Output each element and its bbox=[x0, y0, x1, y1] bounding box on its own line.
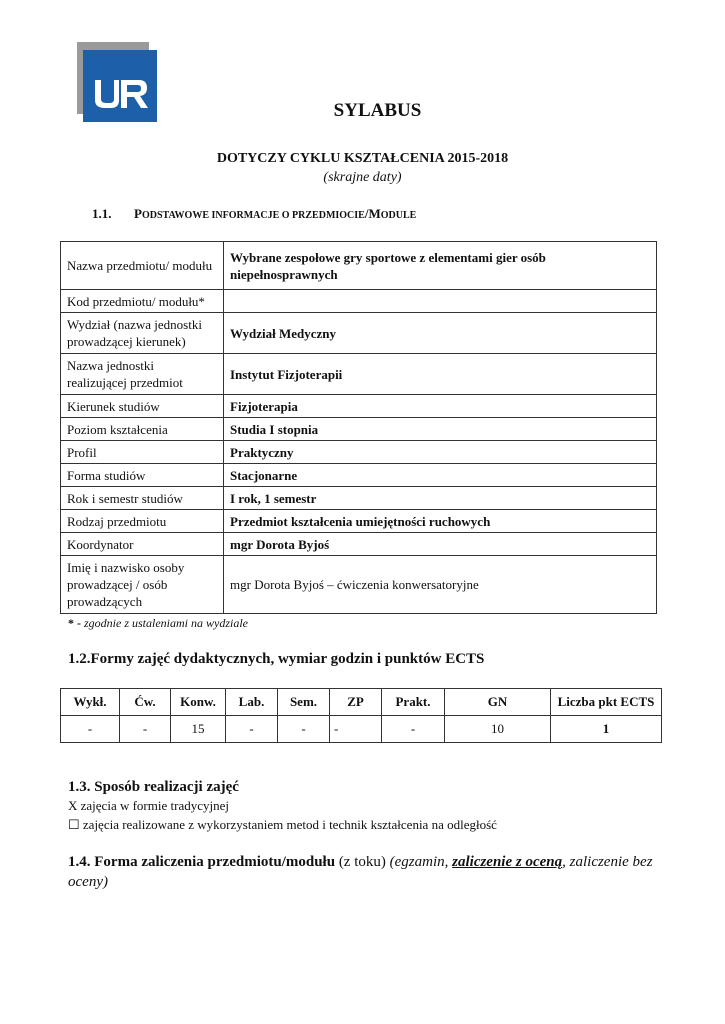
row-value: Przedmiot kształcenia umiejętności ruchowych bbox=[224, 510, 657, 533]
section-1-1-heading bbox=[92, 206, 416, 222]
row-label: Wydział (nazwa jednostki prowadzącej kierunek) bbox=[61, 313, 224, 354]
table-row bbox=[61, 716, 662, 743]
row-value: Wybrane zespołowe gry sportowe z elementami gier osób niepełnosprawnych bbox=[224, 242, 657, 290]
heading-slash: / bbox=[364, 206, 369, 221]
cycle-heading: DOTYCZY CYKLU KSZTAŁCENIA 2015-2018 bbox=[216, 151, 509, 166]
section-1-2-heading: 1.2.Formy zajęć dydaktycznych, wymiar godzin i punktów ECTS bbox=[68, 651, 485, 667]
row-value: Wydział Medyczny bbox=[224, 313, 657, 354]
value-cell: - bbox=[330, 716, 382, 743]
row-label: Imię i nazwisko osoby prowadzącej / osób prowadzących bbox=[61, 556, 224, 614]
section-1-4-heading bbox=[68, 852, 658, 892]
row-label: Koordynator bbox=[61, 533, 224, 556]
footnote bbox=[68, 616, 248, 631]
table-row bbox=[61, 556, 657, 614]
row-label: Nazwa przedmiotu/ modułu bbox=[61, 242, 224, 290]
section-1-3-heading: 1.3. Sposób realizacji zajęć bbox=[68, 779, 239, 795]
row-value: Praktyczny bbox=[224, 441, 657, 464]
header-cell: GN bbox=[445, 689, 551, 716]
header-cell: Liczba pkt ECTS bbox=[551, 689, 662, 716]
row-label: Profil bbox=[61, 441, 224, 464]
row-label: Kierunek studiów bbox=[61, 395, 224, 418]
header-cell: Lab. bbox=[226, 689, 278, 716]
header-cell: Wykł. bbox=[61, 689, 120, 716]
footnote-text: zgodnie z ustaleniami na wydziale bbox=[81, 616, 248, 630]
value-cell: - bbox=[120, 716, 171, 743]
heading-letter: M bbox=[368, 206, 381, 221]
delivery-option-remote: ☐ zajęcia realizowane z wykorzystaniem metod i technik kształcenia na odległość bbox=[68, 817, 497, 832]
heading-text: ODSTAWOWE INFORMACJE O PRZEDMIOCIE bbox=[141, 210, 365, 221]
section-1-4-title: 1.4. Forma zaliczenia przedmiotu/modułu bbox=[68, 854, 336, 870]
value-cell: - bbox=[61, 716, 120, 743]
row-value: Studia I stopnia bbox=[224, 418, 657, 441]
value-cell: - bbox=[382, 716, 445, 743]
row-value: I rok, 1 semestr bbox=[224, 487, 657, 510]
row-value bbox=[224, 290, 657, 313]
document-title: SYLABUS bbox=[333, 100, 422, 121]
header-cell: Sem. bbox=[278, 689, 330, 716]
delivery-option-traditional: X zajęcia w formie tradycyjnej bbox=[68, 798, 229, 813]
table-header-row bbox=[61, 689, 662, 716]
table-row bbox=[61, 313, 657, 354]
footnote-mark: * - bbox=[68, 616, 81, 630]
value-cell: 10 bbox=[445, 716, 551, 743]
header-cell: Prakt. bbox=[382, 689, 445, 716]
assessment-qualifier: (z toku) bbox=[335, 854, 390, 870]
row-value: Instytut Fizjoterapii bbox=[224, 354, 657, 395]
assessment-options-rest: , zaliczenie bez oceny) bbox=[68, 854, 653, 890]
dates-note: (skrajne daty) bbox=[323, 170, 402, 185]
row-label: Nazwa jednostki realizującej przedmiot bbox=[61, 354, 224, 395]
row-value: Stacjonarne bbox=[224, 464, 657, 487]
row-label: Rok i semestr studiów bbox=[61, 487, 224, 510]
basic-info-table bbox=[60, 241, 657, 614]
table-row bbox=[61, 242, 657, 290]
row-label: Poziom kształcenia bbox=[61, 418, 224, 441]
row-label: Forma studiów bbox=[61, 464, 224, 487]
assessment-selected-option: zaliczenie z oceną bbox=[452, 854, 563, 870]
section-number: 1.1. bbox=[92, 206, 112, 221]
table-row bbox=[61, 441, 657, 464]
hours-table bbox=[60, 688, 662, 743]
table-row bbox=[61, 510, 657, 533]
table-row bbox=[61, 533, 657, 556]
row-value: mgr Dorota Byjoś – ćwiczenia konwersatoryjne bbox=[224, 556, 657, 614]
table-row bbox=[61, 290, 657, 313]
table-row bbox=[61, 418, 657, 441]
table-row bbox=[61, 487, 657, 510]
row-value: Fizjoterapia bbox=[224, 395, 657, 418]
heading-text: ODULE bbox=[380, 210, 417, 221]
table-row bbox=[61, 464, 657, 487]
table-row bbox=[61, 395, 657, 418]
assessment-options-start: (egzamin, bbox=[389, 854, 453, 870]
heading-letter: P bbox=[134, 206, 142, 221]
row-label: Kod przedmiotu/ modułu* bbox=[61, 290, 224, 313]
row-label: Rodzaj przedmiotu bbox=[61, 510, 224, 533]
header-cell: Konw. bbox=[171, 689, 226, 716]
value-cell: 15 bbox=[171, 716, 226, 743]
row-value: mgr Dorota Byjoś bbox=[224, 533, 657, 556]
header-cell: ZP bbox=[330, 689, 382, 716]
header-cell: Ćw. bbox=[120, 689, 171, 716]
table-row bbox=[61, 354, 657, 395]
value-cell: 1 bbox=[551, 716, 662, 743]
value-cell: - bbox=[278, 716, 330, 743]
value-cell: - bbox=[226, 716, 278, 743]
